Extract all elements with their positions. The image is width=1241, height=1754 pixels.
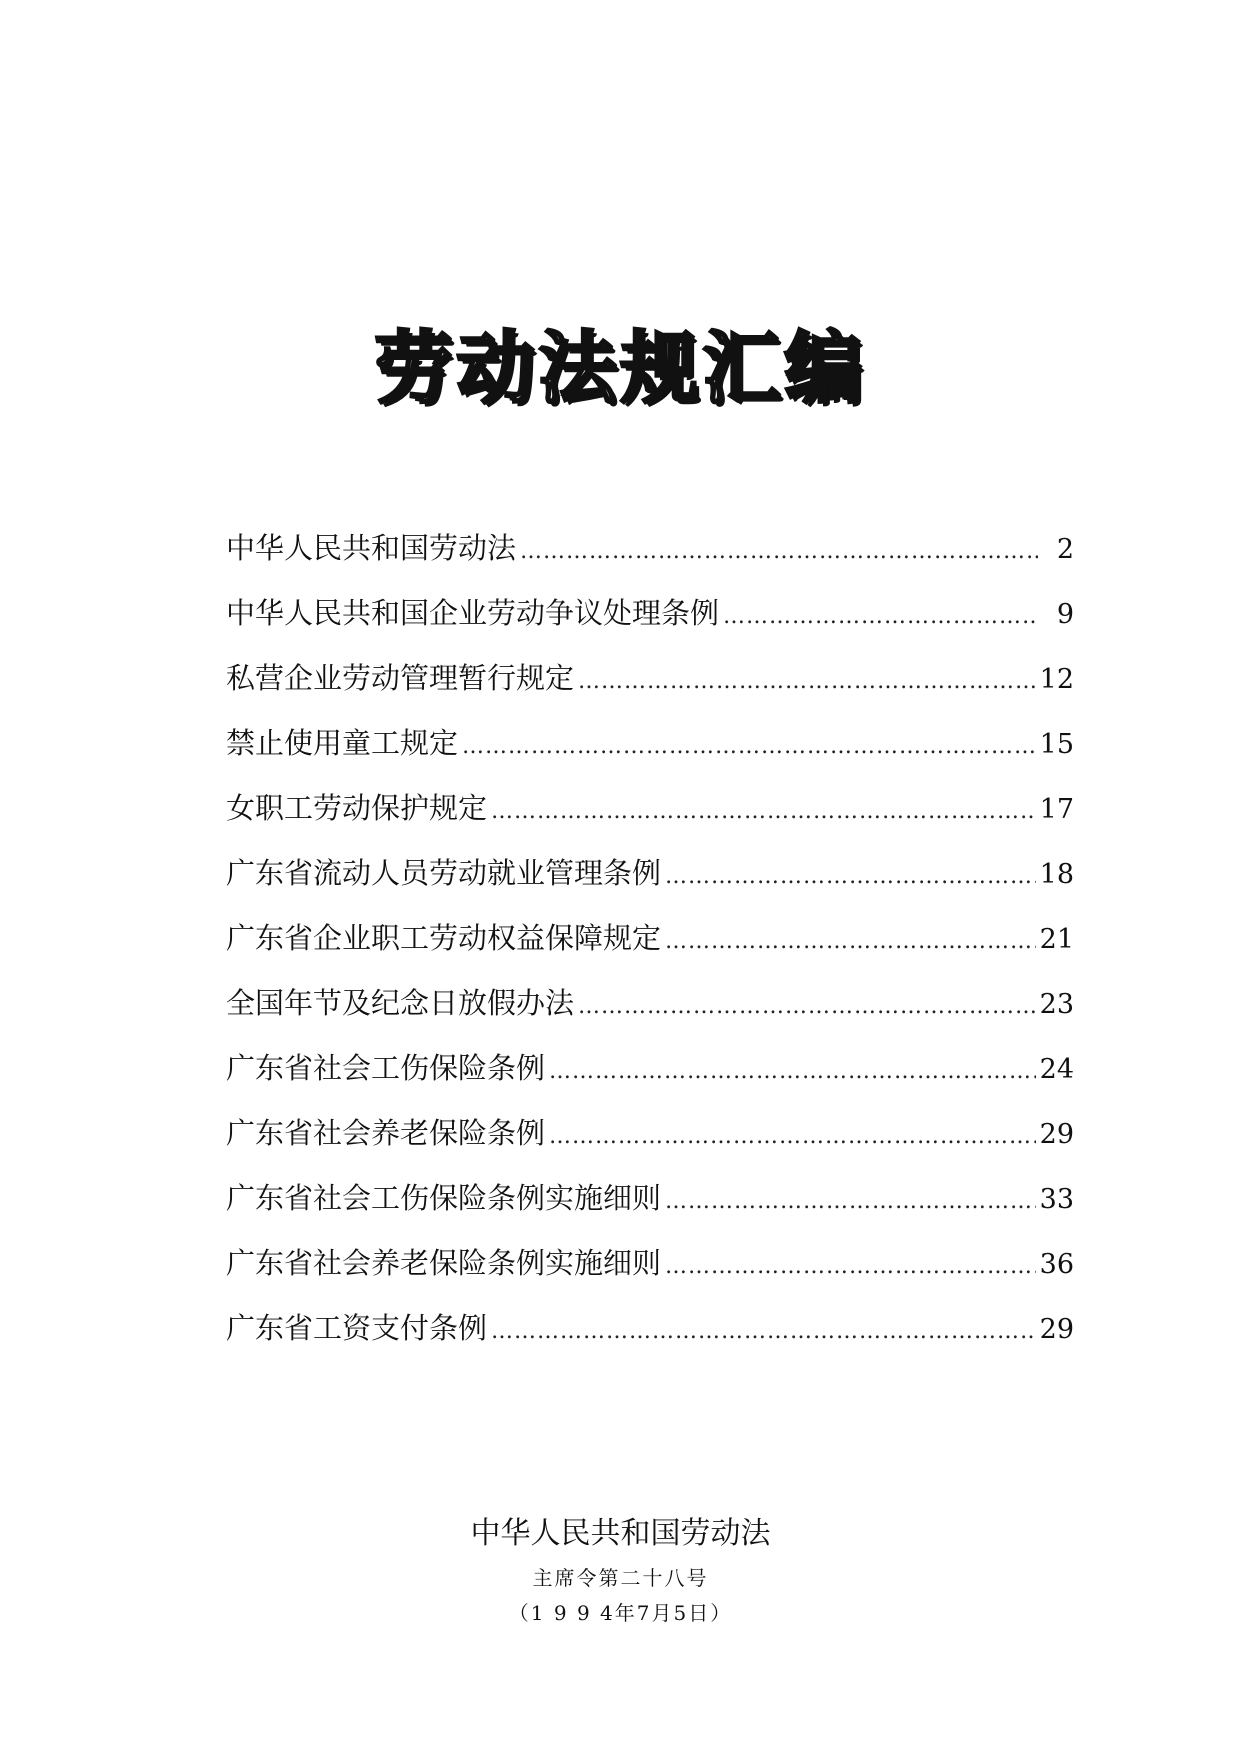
toc-leader-dots (665, 1247, 1036, 1287)
toc-entry-title: 女职工劳动保护规定 (226, 791, 488, 825)
toc-entry[interactable] (226, 983, 1074, 1048)
toc-leader-dots (549, 1117, 1036, 1157)
toc-entry[interactable] (226, 1178, 1074, 1243)
toc-entry[interactable] (226, 1308, 1074, 1373)
toc-entry[interactable] (226, 658, 1074, 723)
toc-entry-title: 禁止使用童工规定 (226, 726, 459, 760)
toc-entry-title: 私营企业劳动管理暂行规定 (226, 661, 575, 695)
toc-entry-title: 广东省社会工伤保险条例实施细则 (226, 1181, 662, 1215)
toc-leader-dots (665, 1182, 1036, 1222)
toc-entry-page: 21 (1039, 924, 1074, 955)
toc-entry[interactable] (226, 1048, 1074, 1113)
toc-leader-dots (578, 987, 1036, 1027)
toc-leader-dots (723, 597, 1038, 637)
toc-leader-dots (665, 857, 1036, 897)
toc-entry-page: 29 (1039, 1314, 1074, 1345)
toc-entry[interactable] (226, 918, 1074, 983)
toc-entry-title: 广东省社会养老保险条例 (226, 1116, 546, 1150)
toc-entry[interactable] (226, 723, 1074, 788)
toc-entry-title: 广东省工资支付条例 (226, 1311, 488, 1345)
toc-entry-title: 广东省企业职工劳动权益保障规定 (226, 921, 662, 955)
section-order-number: 主席令第二十八号 (532, 1566, 709, 1590)
toc-entry-page: 33 (1039, 1184, 1074, 1215)
toc-entry-page: 36 (1039, 1249, 1074, 1280)
toc-entry[interactable] (226, 788, 1074, 853)
toc-leader-dots (520, 532, 1038, 572)
toc-leader-dots (491, 1312, 1036, 1352)
toc-entry-page: 12 (1039, 664, 1074, 695)
toc-entry-title: 中华人民共和国企业劳动争议处理条例 (226, 596, 720, 630)
toc-entry-page: 15 (1039, 729, 1074, 760)
table-of-contents (226, 528, 1074, 1373)
toc-entry[interactable] (226, 853, 1074, 918)
section-date: （1 9 9 4年7月5日） (508, 1601, 733, 1625)
toc-leader-dots (665, 922, 1036, 962)
toc-entry-page: 17 (1039, 794, 1074, 825)
section-title: 中华人民共和国劳动法 (470, 1516, 771, 1551)
toc-entry-title: 全国年节及纪念日放假办法 (226, 986, 575, 1020)
toc-leader-dots (462, 727, 1036, 767)
toc-entry-page: 9 (1056, 599, 1074, 630)
toc-entry-title: 广东省社会工伤保险条例 (226, 1051, 546, 1085)
toc-entry-page: 23 (1039, 989, 1074, 1020)
toc-entry[interactable] (226, 1113, 1074, 1178)
toc-entry-title: 中华人民共和国劳动法 (226, 531, 517, 565)
toc-entry-page: 18 (1039, 859, 1074, 890)
toc-entry-title: 广东省流动人员劳动就业管理条例 (226, 856, 662, 890)
toc-entry[interactable] (226, 1243, 1074, 1308)
toc-entry-page: 29 (1039, 1119, 1074, 1150)
toc-entry[interactable] (226, 528, 1074, 593)
toc-entry-page: 24 (1039, 1054, 1074, 1085)
toc-leader-dots (491, 792, 1036, 832)
toc-leader-dots (578, 662, 1036, 702)
toc-entry[interactable] (226, 593, 1074, 658)
toc-leader-dots (549, 1052, 1036, 1092)
toc-entry-title: 广东省社会养老保险条例实施细则 (226, 1246, 662, 1280)
toc-entry-page: 2 (1056, 534, 1074, 565)
document-title: 劳动法规汇编 (374, 324, 867, 414)
